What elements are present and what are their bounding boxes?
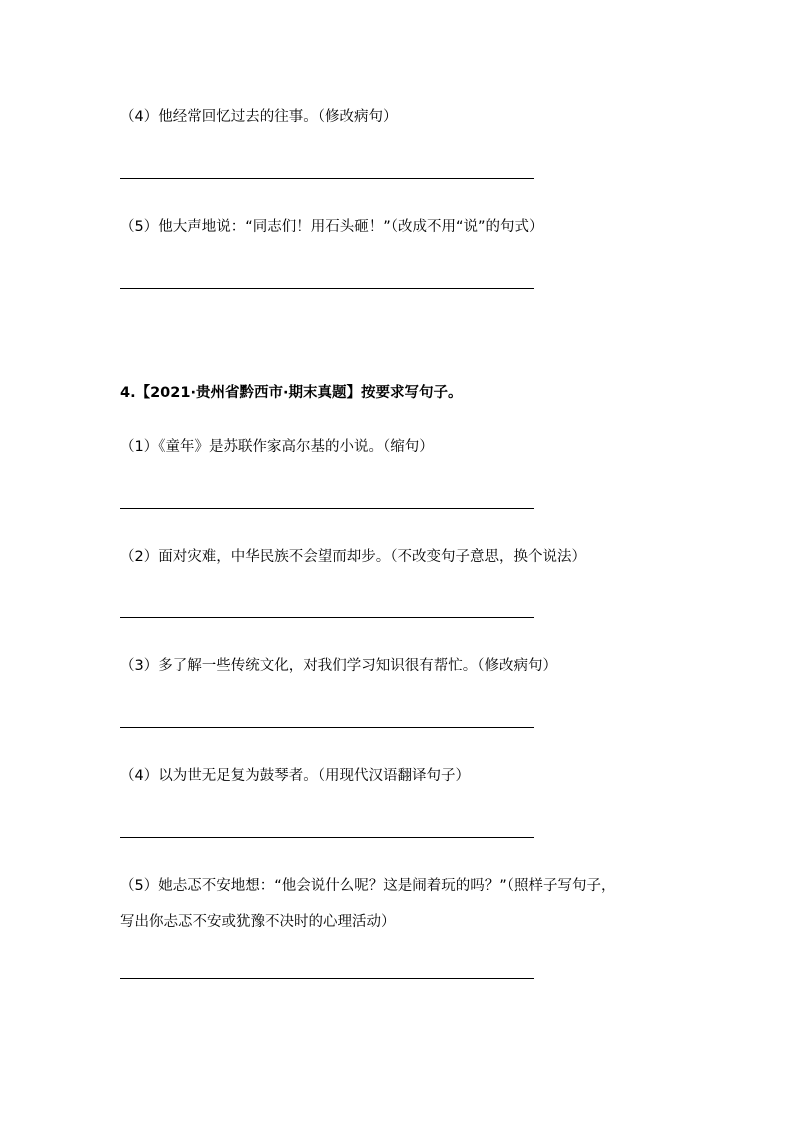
question-4-heading: 4.【2021·贵州省黔西市·期末真题】按要求写句子。 xyxy=(120,385,463,401)
answer-line-prev-5[interactable] xyxy=(120,288,534,289)
answer-line-4-3[interactable] xyxy=(120,727,534,728)
question-4-item-4: （4）以为世无足复为鼓琴者。（用现代汉语翻译句子） xyxy=(120,768,470,784)
question-4-item-1: （1）《童年》是苏联作家高尔基的小说。（缩句） xyxy=(120,439,434,455)
answer-line-4-2[interactable] xyxy=(120,617,534,618)
answer-line-4-1[interactable] xyxy=(120,508,534,509)
question-4-item-2: （2）面对灾难，中华民族不会望而却步。（不改变句子意思，换个说法） xyxy=(120,549,586,565)
question-4-item-5-continued: 写出你忐忑不安或犹豫不决时的心理活动） xyxy=(120,914,396,930)
answer-line-prev-4[interactable] xyxy=(120,178,534,179)
prev-question-5: （5）他大声地说：“同志们！用石头砸！”（改成不用“说”的句式） xyxy=(120,219,544,235)
question-4-item-5: （5）她忐忑不安地想：“他会说什么呢？这是闹着玩的吗？”（照样子写句子， xyxy=(120,878,616,894)
answer-line-4-5[interactable] xyxy=(120,978,534,979)
question-4-item-3: （3）多了解一些传统文化，对我们学习知识很有帮忙。（修改病句） xyxy=(120,658,557,674)
prev-question-4: （4）他经常回忆过去的往事。（修改病句） xyxy=(120,109,398,125)
answer-line-4-4[interactable] xyxy=(120,837,534,838)
